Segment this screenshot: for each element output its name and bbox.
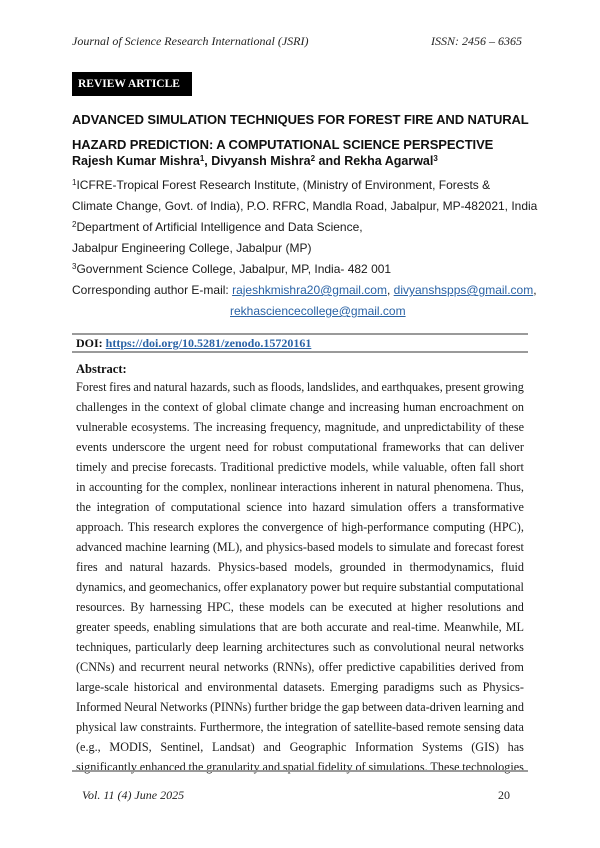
affiliation-1-cont: Climate Change, Govt. of India), P.O. RFRC, Mandla Road, Jabalpur, MP-482021, India <box>72 199 538 213</box>
abstract-line: advanced machine learning (ML), and physics-based models to simulate and forecast forest <box>76 540 524 554</box>
affiliation-2 <box>72 217 542 238</box>
email-link[interactable]: divyanshspps@gmail.com <box>393 283 534 297</box>
abstract-line: (CNNs) and recurrent neural networks (RNNs), offer predictive capabilities derived from <box>76 660 524 674</box>
abstract-line: the integration of computational science into hazard simulation offers a transformative <box>76 500 524 514</box>
abstract-line: techniques, particularly deep learning architectures such as convolutional neural networks <box>76 640 524 654</box>
corresponding-label: Corresponding author E-mail: <box>72 283 233 297</box>
author-list <box>72 154 438 168</box>
issn: ISSN: 2456 – 6365 <box>431 34 522 48</box>
journal-name: Journal of Science Research International (JSRI) <box>72 34 309 48</box>
author-separator: and <box>315 154 345 168</box>
email-link[interactable]: rekhasciencecollege@gmail.com <box>230 304 406 318</box>
author-name: Rajesh Kumar Mishra <box>72 154 200 168</box>
abstract-line: resources. By harnessing HPC, these models can be executed at higher resolutions and <box>76 600 524 614</box>
author-affil-sup: 2 <box>310 154 316 163</box>
page-number: 20 <box>498 788 510 802</box>
doi-line <box>76 336 311 351</box>
abstract-line: timely and precise forecasts. Traditional predictive models, while valuable, often fall short <box>76 460 524 474</box>
abstract-line: dynamics, and geomechanics, offer explanatory power but require substantial computational <box>76 580 524 594</box>
author-affil-sup: 1 <box>199 154 205 163</box>
affil-text: ICFRE-Tropical Forest Research Institute, (Ministry of Environment, Forests & <box>76 178 491 192</box>
corresponding-author-cont <box>72 301 542 322</box>
doi-bottom-rule <box>72 351 528 353</box>
affiliations <box>72 175 542 322</box>
corresponding-author <box>72 280 542 301</box>
abstract-line: in accounting for the complex, nonlinear interactions inherent in natural phenomena. Thus, <box>76 480 524 494</box>
abstract-line: physical law constraints. Furthermore, the integration of satellite-based remote sensing data <box>76 720 524 734</box>
abstract-line: approach. This research explores the convergence of high-performance computing (HPC), <box>76 520 524 534</box>
email-separator: , <box>533 283 537 297</box>
affil-sup: 1 <box>72 178 77 187</box>
abstract-line: vulnerable ecosystems. The increasing frequency, magnitude, and unpredictability of these <box>76 420 524 434</box>
author-name: Divyansh Mishra <box>211 154 311 168</box>
affiliation-2-cont: Jabalpur Engineering College, Jabalpur (MP) <box>72 241 312 255</box>
article-type-badge: REVIEW ARTICLE <box>72 72 192 96</box>
email-separator: , <box>386 283 394 297</box>
affil-sup: 3 <box>72 262 77 271</box>
doi-link[interactable]: https://doi.org/10.5281/zenodo.15720161 <box>105 336 312 350</box>
abstract-line: Informed Neural Networks (PINNs) further bridge the gap between data-driven learning and <box>76 700 524 714</box>
abstract-line: fires and natural hazards. Physics-based models, grounded in thermodynamics, fluid <box>76 560 524 574</box>
doi-top-rule <box>72 333 528 335</box>
author-name: Rekha Agarwal <box>344 154 434 168</box>
affiliation-1 <box>72 175 542 196</box>
article-title <box>72 107 542 157</box>
title-line: ADVANCED SIMULATION TECHNIQUES FOR FOREST FIRE AND NATURAL <box>72 112 529 127</box>
abstract-bottom-rule <box>72 770 528 772</box>
abstract-line: (e.g., MODIS, Sentinel, Landsat) and Geographic Information Systems (GIS) has <box>76 740 524 754</box>
abstract-line: events underscore the urgent need for robust computational frameworks that can deliver <box>76 440 524 454</box>
abstract-line: challenges in the context of global climate change and increasing human encroachment on <box>76 400 524 414</box>
affil-text: Department of Artificial Intelligence and Data Science, <box>76 220 363 234</box>
affil-text: Government Science College, Jabalpur, MP, India- 482 001 <box>76 262 392 276</box>
abstract-line: Forest fires and natural hazards, such as floods, landslides, and earthquakes, present growing <box>76 380 524 394</box>
author-affil-sup: 3 <box>433 154 438 163</box>
author-separator: , <box>204 154 212 168</box>
email-link[interactable]: rajeshkmishra20@gmail.com <box>232 283 387 297</box>
doi-label: DOI: <box>76 336 106 350</box>
volume-info: Vol. 11 (4) June 2025 <box>82 788 185 802</box>
affiliation-3 <box>72 259 542 280</box>
title-line: HAZARD PREDICTION: A COMPUTATIONAL SCIENCE PERSPECTIVE <box>72 137 494 152</box>
abstract-line: significantly enhanced the granularity and spatial fidelity of simulations. These technologies <box>76 760 524 774</box>
abstract-text <box>76 377 524 777</box>
abstract-heading: Abstract: <box>76 362 127 376</box>
affil-sup: 2 <box>72 220 77 229</box>
abstract-line: greater speeds, enabling simulations that are both accurate and real-time. Meanwhile, ML <box>76 620 524 634</box>
abstract-line: large-scale historical and environmental datasets. Emerging paradigms such as Physics- <box>76 680 524 694</box>
